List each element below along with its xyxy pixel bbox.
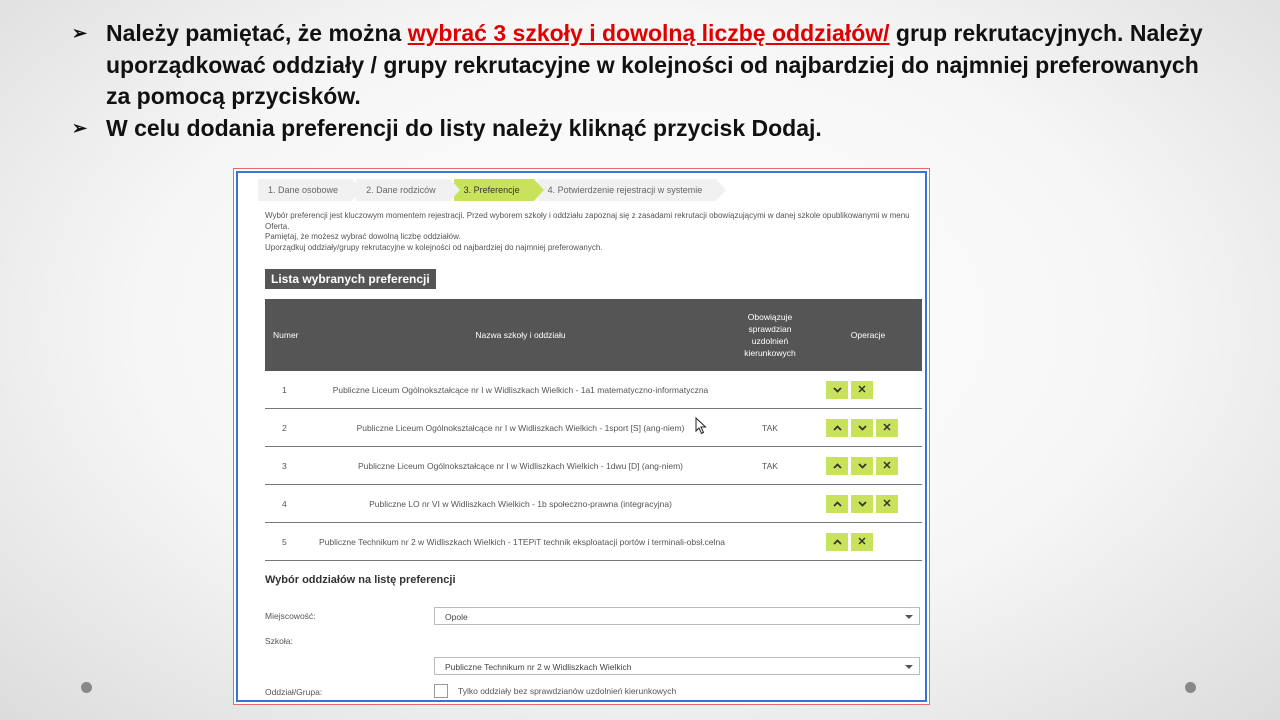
row-aptitude-test [726, 371, 814, 409]
remove-button[interactable] [876, 419, 898, 437]
bullet-1-highlight: wybrać 3 szkoły i dowolną liczbę oddziałów/ [407, 20, 890, 46]
no-aptitude-test-checkbox[interactable] [434, 684, 448, 698]
city-label: Miejscowość: [265, 611, 316, 621]
group-label: Oddział/Grupa: [265, 687, 323, 697]
row-operations [814, 371, 922, 409]
chevron-down-icon [858, 463, 867, 469]
close-icon: ✕ [857, 535, 867, 548]
dropdown-arrow-icon [905, 615, 913, 619]
row-aptitude-test: TAK [726, 447, 814, 485]
mouse-pointer-icon [695, 417, 707, 435]
row-operations [814, 523, 922, 561]
embedded-screenshot [236, 171, 927, 702]
move-down-button[interactable] [851, 495, 873, 513]
header-school-name: Nazwa szkoły i oddziału [315, 299, 726, 371]
bullet-1 [72, 18, 1222, 113]
city-select[interactable] [434, 607, 920, 625]
selection-section-title: Wybór oddziałów na listę preferencji [265, 574, 456, 586]
step-parents-data[interactable]: 2. Dane rodziców [356, 179, 450, 201]
row-number: 4 [265, 485, 315, 523]
city-select-value: Opole [445, 612, 468, 622]
row-number: 1 [265, 371, 315, 409]
row-operations [814, 447, 922, 485]
row-number: 5 [265, 523, 315, 561]
table-row [265, 409, 922, 447]
table-row [265, 447, 922, 485]
chevron-down-icon [833, 387, 842, 393]
row-number: 3 [265, 447, 315, 485]
row-school-name: Publiczne Liceum Ogólnokształcące nr I w Widliszkach Wielkich - 1sport [S] (ang-niem) [315, 409, 726, 447]
intro-text [265, 211, 923, 253]
remove-button[interactable] [851, 381, 873, 399]
move-up-button[interactable] [826, 457, 848, 475]
row-number: 2 [265, 409, 315, 447]
preferences-table [265, 299, 922, 561]
decorative-dot-icon [81, 682, 92, 693]
chevron-up-icon [833, 539, 842, 545]
bullet-2-text: W celu dodania preferencji do listy należy kliknąć przycisk Dodaj. [106, 114, 822, 141]
move-up-button[interactable] [826, 533, 848, 551]
row-aptitude-test [726, 485, 814, 523]
step-personal-data[interactable]: 1. Dane osobowe [258, 179, 352, 201]
row-operations [814, 409, 922, 447]
table-row [265, 523, 922, 561]
row-operations [814, 485, 922, 523]
close-icon: ✕ [882, 497, 892, 510]
row-school-name: Publiczne Liceum Ogólnokształcące nr I w Widliszkach Wielkich - 1a1 matematyczno-informatyczna [315, 371, 726, 409]
arrow-bullet-icon: ➢ [72, 23, 88, 43]
step-preferences[interactable]: 3. Preferencje [454, 179, 534, 201]
remove-button[interactable] [876, 457, 898, 475]
school-select-value: Publiczne Technikum nr 2 w Widliszkach Wielkich [445, 662, 632, 672]
bullet-1-text [106, 18, 1222, 113]
screenshot-frame [233, 168, 930, 705]
remove-button[interactable] [851, 533, 873, 551]
bullet-1-after: grup rekrutacyjnych. Należy uporządkować oddziały / grupy rekrutacyjne w kolejności od najbardziej do najmniej preferowanych za pomocą przycisków. [106, 20, 1203, 109]
header-number: Numer [265, 299, 315, 371]
table-header-row [265, 299, 922, 371]
intro-line-2: Pamiętaj, że możesz wybrać dowolną liczbę oddziałów. [265, 232, 461, 241]
close-icon: ✕ [882, 421, 892, 434]
move-down-button[interactable] [826, 381, 848, 399]
chevron-up-icon [833, 463, 842, 469]
chevron-down-icon [858, 425, 867, 431]
remove-button[interactable] [876, 495, 898, 513]
move-down-button[interactable] [851, 419, 873, 437]
intro-line-3: Uporządkuj oddziały/grupy rekrutacyjne w kolejności od najbardziej do najmniej preferowanych. [265, 242, 603, 252]
intro-line-1: Wybór preferencji jest kluczowym momentem rejestracji. Przed wyborem szkoły i oddziału zapoznaj się z zasadami rekrutacji obowiązującymi w danej szkole opublikowanymi w menu Oferta. [265, 211, 910, 231]
decorative-dot-icon [1185, 682, 1196, 693]
chevron-up-icon [833, 425, 842, 431]
close-icon: ✕ [857, 383, 867, 396]
table-row [265, 485, 922, 523]
step-confirmation[interactable]: 4. Potwierdzenie rejestracji w systemie [538, 179, 717, 201]
school-label: Szkoła: [265, 636, 293, 646]
school-select[interactable] [434, 657, 920, 675]
no-aptitude-test-label[interactable]: Tylko oddziały bez sprawdzianów uzdolnień kierunkowych [458, 686, 677, 696]
preferences-list-title: Lista wybranych preferencji [265, 269, 436, 289]
bullet-2 [72, 113, 1222, 145]
arrow-bullet-icon: ➢ [72, 117, 88, 138]
wizard-steps [258, 179, 720, 201]
row-aptitude-test [726, 523, 814, 561]
table-row [265, 371, 922, 409]
row-school-name: Publiczne Technikum nr 2 w Widliszkach Wielkich - 1TEPiT technik eksploatacji portów i terminali-obsł.celna [315, 523, 726, 561]
row-aptitude-test: TAK [726, 409, 814, 447]
close-icon: ✕ [882, 459, 892, 472]
slide-bullets [72, 18, 1222, 144]
move-down-button[interactable] [851, 457, 873, 475]
chevron-up-icon [833, 501, 842, 507]
chevron-down-icon [858, 501, 867, 507]
header-aptitude-test: Obowiązuje sprawdzian uzdolnień kierunkowych [726, 299, 814, 371]
dropdown-arrow-icon [905, 665, 913, 669]
header-operations: Operacje [814, 299, 922, 371]
bullet-1-before: Należy pamiętać, że można [106, 20, 408, 46]
move-up-button[interactable] [826, 419, 848, 437]
row-school-name: Publiczne Liceum Ogólnokształcące nr I w Widliszkach Wielkich - 1dwu [D] (ang-niem) [315, 447, 726, 485]
row-school-name: Publiczne LO nr VI w Widliszkach Wielkich - 1b społeczno-prawna (integracyjna) [315, 485, 726, 523]
move-up-button[interactable] [826, 495, 848, 513]
